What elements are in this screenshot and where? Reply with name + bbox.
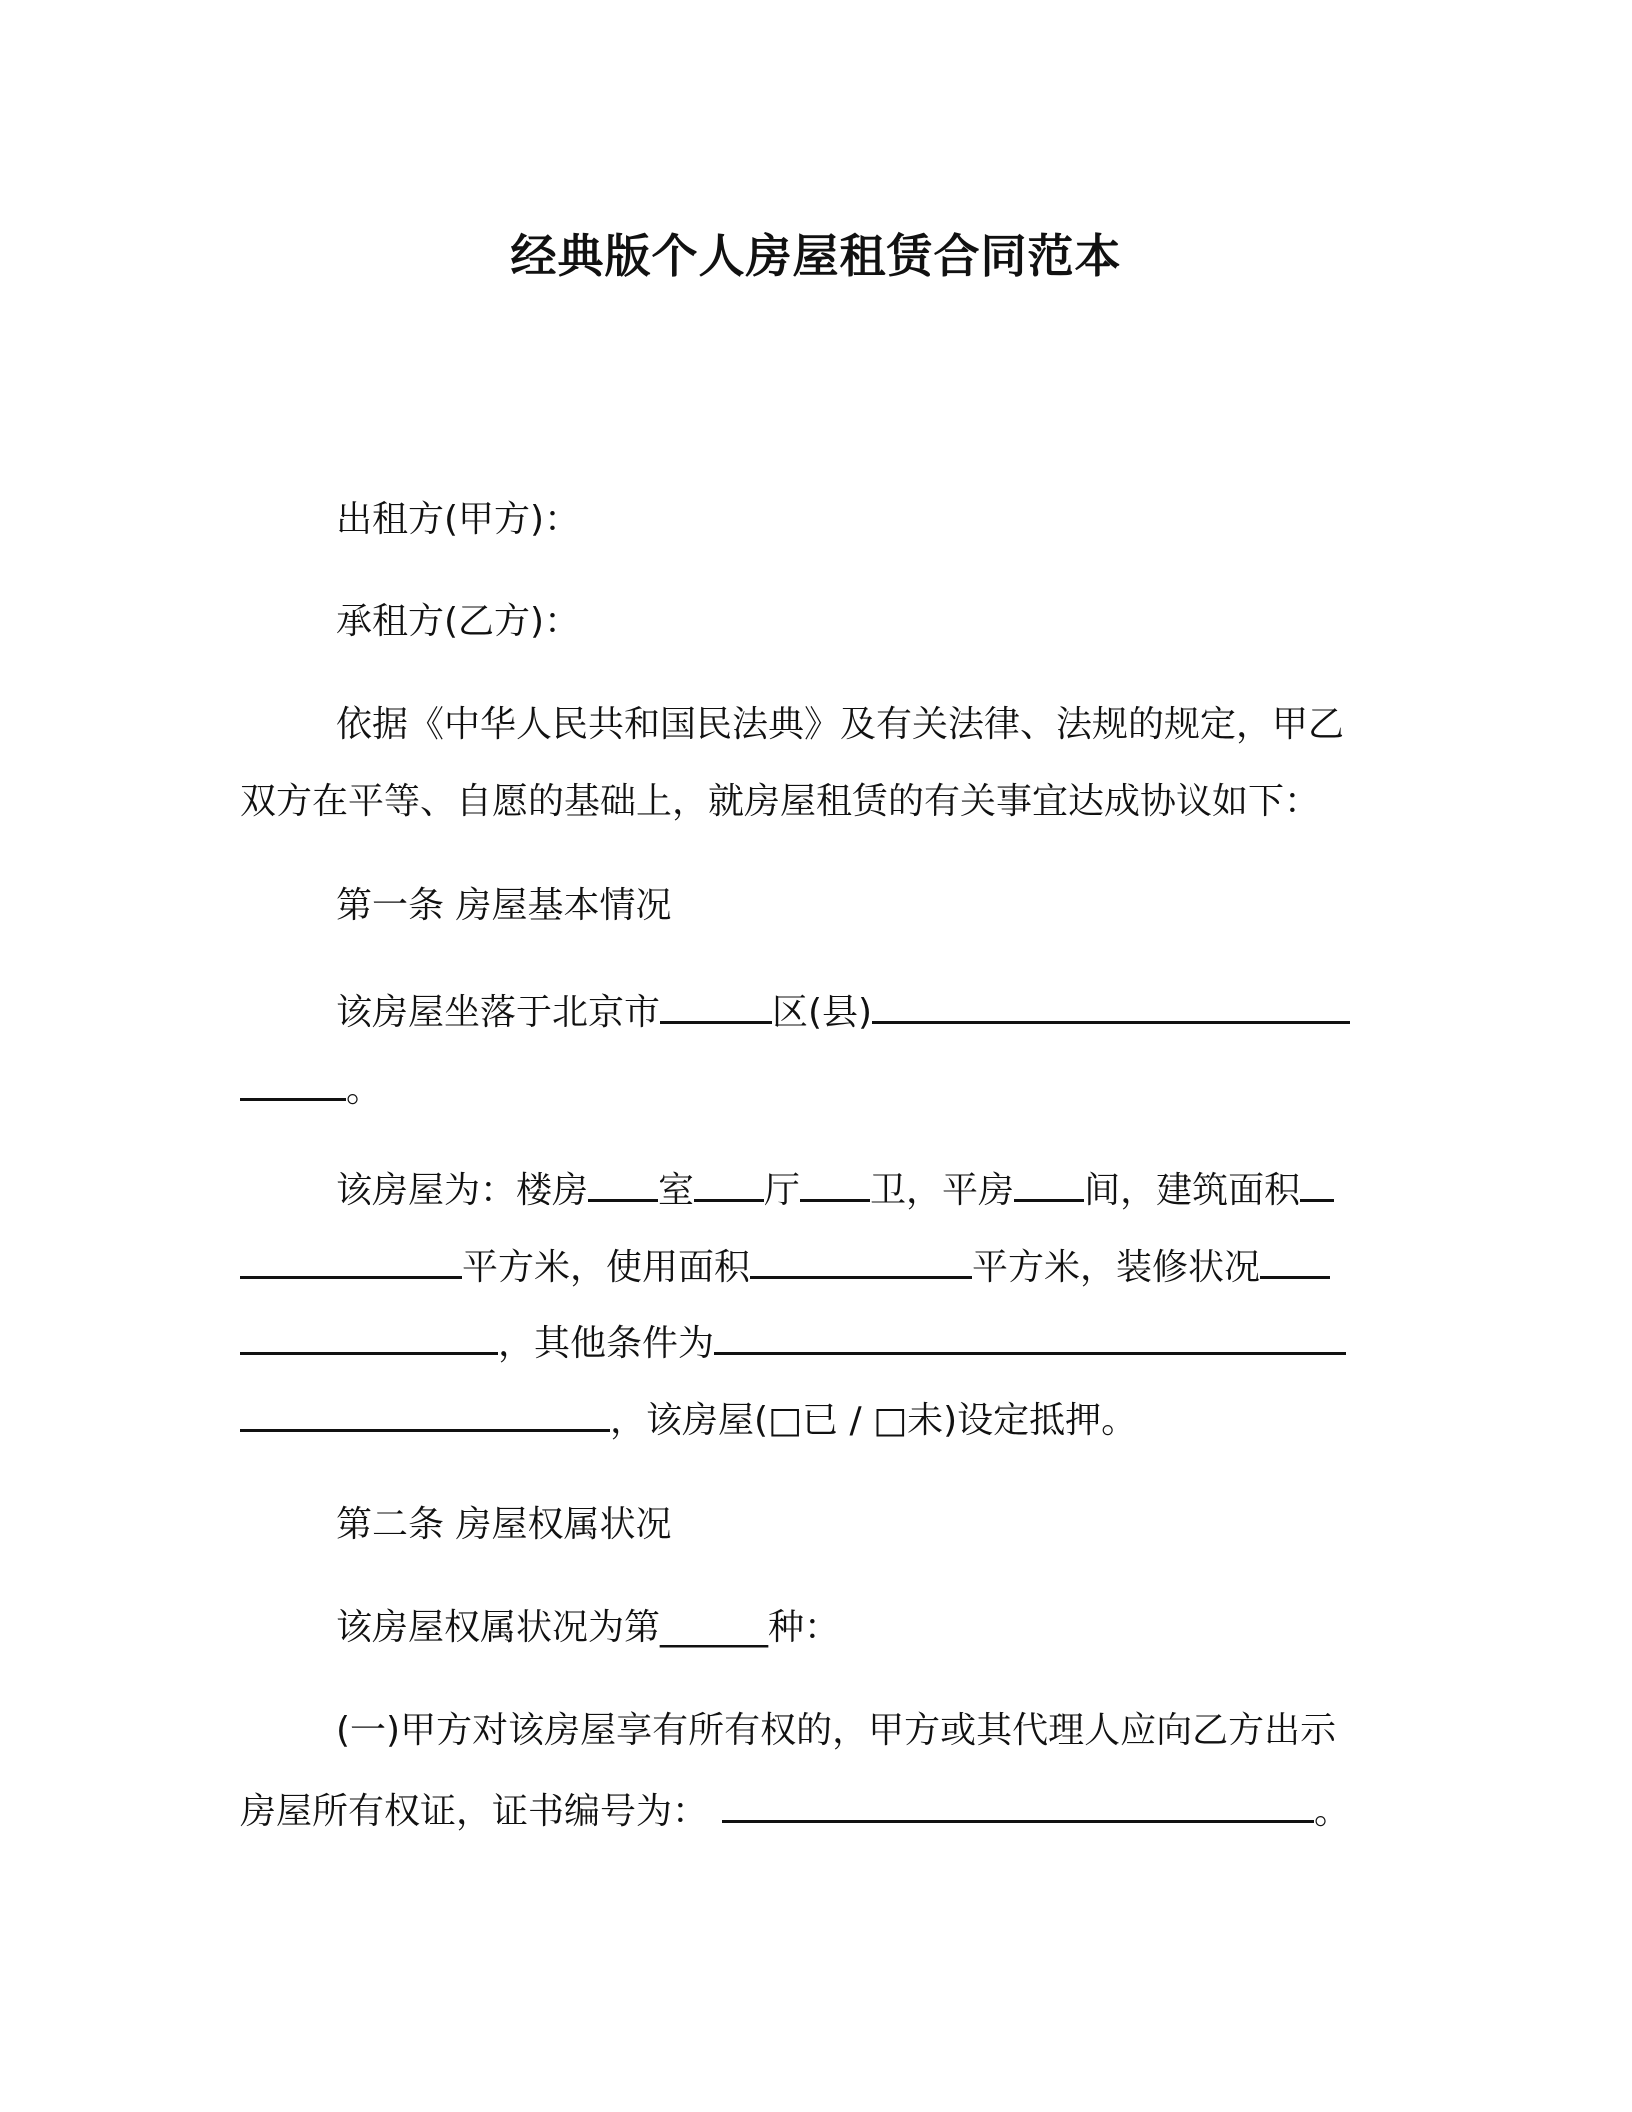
ownership-status-line — [336, 1606, 840, 1650]
other-conditions-label: ，其他条件为 — [498, 1323, 715, 1364]
other-conditions-blank-continued[interactable] — [240, 1395, 610, 1432]
house-line-3 — [240, 1318, 1346, 1366]
intro-line-1: 依据《中华人民共和国民法典》及有关法律、法规的规定，甲乙 — [336, 704, 1345, 745]
bath-blank[interactable] — [800, 1165, 870, 1202]
item1-line-1: (一)甲方对该房屋享有所有权的，甲方或其代理人应向乙方出示 — [336, 1710, 1337, 1751]
document-title: 经典版个人房屋租赁合同范本 — [510, 229, 1122, 283]
status-prefix: 该房屋权属状况为第 — [336, 1607, 661, 1648]
article-2-heading: 第二条 房屋权属状况 — [336, 1504, 672, 1545]
address-blank[interactable] — [872, 987, 1350, 1024]
building-area-blank[interactable] — [1300, 1165, 1334, 1202]
address-blank-continued[interactable] — [240, 1064, 346, 1101]
bungalow-blank[interactable] — [1014, 1165, 1084, 1202]
location-line-2 — [240, 1064, 382, 1112]
district-label: 区(县) — [772, 992, 873, 1033]
article-1-heading: 第一条 房屋基本情况 — [336, 885, 672, 926]
room-blank[interactable] — [588, 1165, 658, 1202]
certificate-label: 房屋所有权证，证书编号为： — [240, 1791, 709, 1832]
item1-line-2 — [240, 1786, 1350, 1834]
location-end: 。 — [346, 1069, 383, 1110]
house-line-1 — [336, 1165, 1334, 1213]
decoration-blank-continued[interactable] — [240, 1318, 498, 1355]
other-conditions-blank[interactable] — [714, 1318, 1346, 1355]
party-b-label: 承租方(乙方)： — [336, 601, 581, 642]
certificate-number-blank[interactable] — [722, 1786, 1314, 1823]
bath-label: 卫，平房 — [870, 1170, 1015, 1211]
room-label: 室 — [658, 1170, 695, 1211]
mortgage-text: ，该房屋(□已 / □未)设定抵押。 — [610, 1400, 1138, 1441]
usable-area-blank[interactable] — [750, 1242, 972, 1279]
house-line-2 — [240, 1242, 1330, 1290]
party-a-label: 出租方(甲方)： — [336, 499, 581, 540]
location-line — [336, 987, 1350, 1035]
status-suffix: 种： — [768, 1607, 841, 1648]
location-prefix: 该房屋坐落于北京市 — [336, 992, 661, 1033]
decoration-blank[interactable] — [1260, 1242, 1330, 1279]
house-prefix: 该房屋为：楼房 — [336, 1170, 589, 1211]
house-line-4 — [240, 1395, 1137, 1443]
area-unit-2: 平方米，装修状况 — [972, 1247, 1261, 1288]
certificate-end: 。 — [1314, 1791, 1351, 1832]
hall-label: 厅 — [764, 1170, 801, 1211]
intro-line-2: 双方在平等、自愿的基础上，就房屋租赁的有关事宜达成协议如下： — [240, 781, 1321, 822]
area-unit-1: 平方米，使用面积 — [462, 1247, 751, 1288]
building-area-blank-continued[interactable] — [240, 1242, 462, 1279]
jian-label: 间，建筑面积 — [1084, 1170, 1301, 1211]
hall-blank[interactable] — [694, 1165, 764, 1202]
district-blank[interactable] — [660, 987, 772, 1024]
status-blank[interactable]: ______ — [660, 1607, 769, 1648]
